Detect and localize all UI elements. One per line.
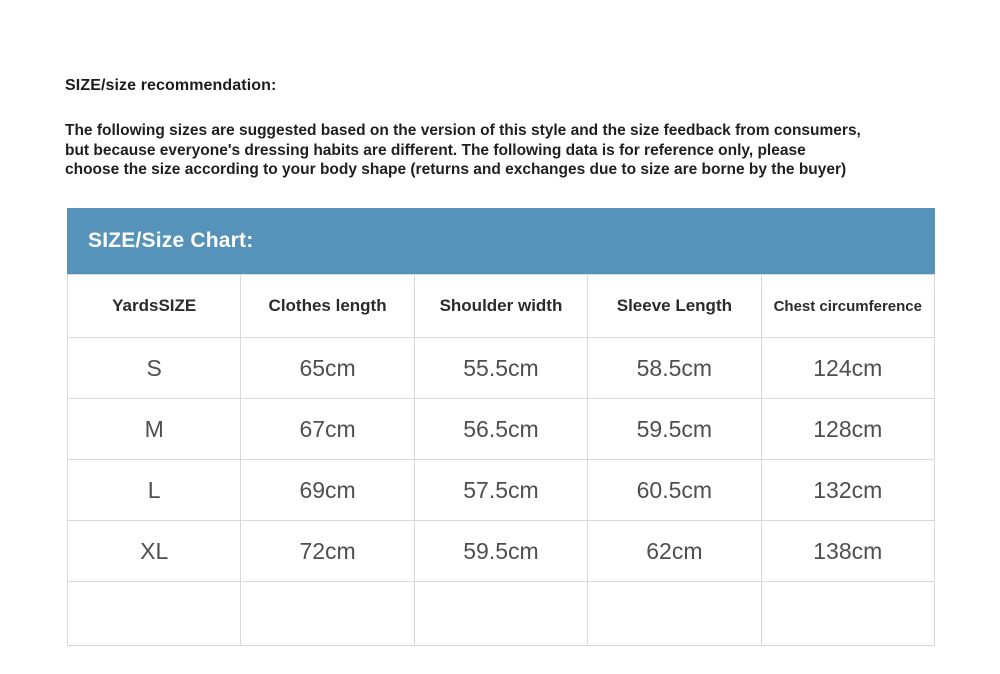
clothes-length-cell [241, 582, 414, 646]
clothes-length-cell: 65cm [241, 338, 414, 399]
description-line-3: choose the size according to your body shape (returns and exchanges due to size are borne by the buyer) [65, 161, 847, 178]
table-row [68, 399, 935, 460]
size-chart-title: SIZE/Size Chart: [88, 229, 254, 252]
clothes-length-cell: 67cm [241, 399, 414, 460]
column-header-clothes-length: Clothes length [241, 275, 414, 338]
shoulder-width-cell: 59.5cm [414, 521, 587, 582]
chest-circumference-cell: 124cm [761, 338, 934, 399]
table-row-empty [68, 582, 935, 646]
column-header-size: YardsSIZE [68, 275, 241, 338]
sleeve-length-cell: 58.5cm [588, 338, 761, 399]
description-line-1: The following sizes are suggested based on the version of this style and the size feedback from consumers, [65, 122, 861, 139]
sleeve-length-cell: 59.5cm [588, 399, 761, 460]
size-recommendation-text [65, 121, 861, 180]
chest-circumference-cell [761, 582, 934, 646]
clothes-length-cell: 69cm [241, 460, 414, 521]
shoulder-width-cell [414, 582, 587, 646]
chest-circumference-cell: 138cm [761, 521, 934, 582]
size-chart [67, 208, 935, 646]
size-cell: M [68, 399, 241, 460]
table-row [68, 521, 935, 582]
shoulder-width-cell: 55.5cm [414, 338, 587, 399]
chest-circumference-cell: 132cm [761, 460, 934, 521]
table-header-row [68, 275, 935, 338]
size-cell: S [68, 338, 241, 399]
sleeve-length-cell: 60.5cm [588, 460, 761, 521]
size-cell: XL [68, 521, 241, 582]
size-chart-title-bar [67, 208, 935, 274]
page-title: SIZE/size recommendation: [65, 77, 277, 94]
column-header-chest-circumference: Chest circumference [761, 275, 934, 338]
description-line-2: but because everyone's dressing habits are different. The following data is for reference only, please [65, 141, 806, 159]
column-header-shoulder-width: Shoulder width [414, 275, 587, 338]
shoulder-width-cell: 56.5cm [414, 399, 587, 460]
size-cell: L [68, 460, 241, 521]
sleeve-length-cell [588, 582, 761, 646]
clothes-length-cell: 72cm [241, 521, 414, 582]
table-row [68, 460, 935, 521]
sleeve-length-cell: 62cm [588, 521, 761, 582]
size-table [67, 274, 935, 646]
table-row [68, 338, 935, 399]
size-cell [68, 582, 241, 646]
column-header-sleeve-length: Sleeve Length [588, 275, 761, 338]
chest-circumference-cell: 128cm [761, 399, 934, 460]
shoulder-width-cell: 57.5cm [414, 460, 587, 521]
